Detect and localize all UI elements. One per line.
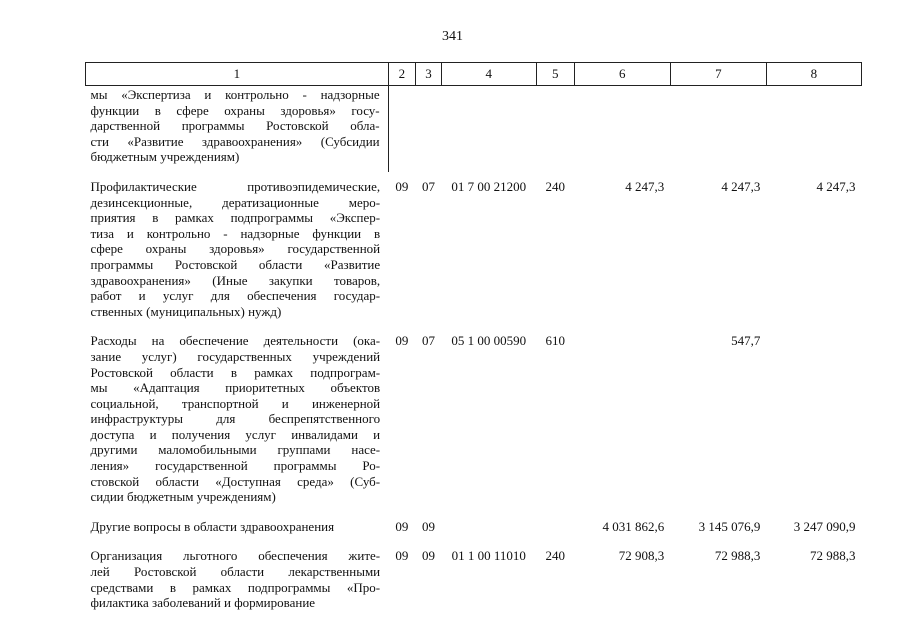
description-line: программы Ростовской области «Развитие — [90, 256, 381, 272]
description-line: функции в сфере охраны здоровья» госу- — [90, 102, 380, 118]
description-line: мы «Адаптация приоритетных объектов — [90, 380, 381, 396]
table-row — [86, 172, 862, 326]
description-line: средствами в рамках подпрограммы «Про- — [90, 579, 381, 595]
expense-type-code: 240 — [545, 178, 565, 194]
description-line: дезинсекционные, дератизационные меро- — [90, 194, 381, 210]
section-code: 09 — [395, 178, 409, 194]
budget-table — [85, 62, 862, 618]
description-line: ственных (муниципальных) нужд) — [90, 303, 282, 319]
subsection-code: 09 — [421, 518, 435, 534]
row-description — [86, 172, 389, 326]
column-header: 8 — [766, 63, 861, 86]
description-line: ления» государственной программы Ро- — [90, 458, 381, 474]
target-article-code: 01 1 00 11010 — [451, 548, 526, 564]
section-code: 09 — [395, 518, 409, 534]
expense-type-code: 240 — [545, 548, 565, 564]
amount-col-7: 4 247,3 — [721, 178, 761, 194]
description-line: лей Ростовской области лекарственными — [90, 564, 381, 580]
expense-type-code — [536, 86, 574, 172]
expense-type-code: 610 — [545, 333, 565, 349]
description-line: другими маломобильными группами насе- — [90, 442, 381, 458]
amount-col-6: 72 908,3 — [618, 548, 665, 564]
table-row — [86, 512, 862, 542]
description-line: стовской области «Доступная среда» (Суб- — [90, 473, 381, 489]
amount-col-8 — [766, 326, 861, 512]
row-description — [86, 86, 389, 172]
description-line: тиза и контрольно - надзорные функции в — [90, 225, 381, 241]
row-description — [86, 512, 389, 542]
description-line: Профилактические противоэпидемические, — [90, 178, 381, 194]
column-header: 3 — [416, 63, 442, 86]
subsection-code: 07 — [421, 178, 435, 194]
description-line: зание услуг) государственных учреждений — [90, 348, 381, 364]
description-line: мы «Экспертиза и контрольно - надзорные — [90, 87, 380, 102]
column-header: 6 — [574, 63, 670, 86]
target-article-code — [441, 512, 536, 542]
description-line: работ и услуг для обеспечения государ- — [90, 288, 381, 304]
expense-type-code — [536, 512, 574, 542]
section-code: 09 — [395, 333, 409, 349]
column-header: 1 — [86, 63, 389, 86]
table-row — [86, 86, 862, 172]
description-line: Расходы на обеспечение деятельности (ока- — [90, 333, 381, 349]
row-description — [86, 541, 389, 617]
amount-col-7: 3 145 076,9 — [698, 518, 761, 534]
amount-col-6: 4 031 862,6 — [602, 518, 665, 534]
column-header: 5 — [536, 63, 574, 86]
header-row — [86, 63, 862, 86]
amount-col-8 — [766, 86, 861, 172]
column-header: 4 — [441, 63, 536, 86]
description-line: филактика заболеваний и формирование — [90, 595, 316, 611]
section-code: 09 — [395, 548, 409, 564]
description-line: социальной, транспортной и инженерной — [90, 395, 381, 411]
row-description — [86, 326, 389, 512]
amount-col-8: 4 247,3 — [816, 178, 856, 194]
amount-col-6: 4 247,3 — [625, 178, 665, 194]
description-line: Организация льготного обеспечения жите- — [90, 548, 381, 564]
amount-col-8: 3 247 090,9 — [793, 518, 856, 534]
amount-col-7: 72 988,3 — [714, 548, 761, 564]
subsection-code: 07 — [421, 333, 435, 349]
target-article-code: 05 1 00 00590 — [451, 333, 527, 349]
description-line: доступа и получения услуг инвалидами и — [90, 426, 381, 442]
subsection-code: 09 — [421, 548, 435, 564]
subsection-code — [416, 86, 442, 172]
description-line: бюджетным учреждениям) — [90, 149, 240, 165]
column-header: 2 — [388, 63, 416, 86]
description-line: дарственной программы Ростовской обла- — [90, 118, 380, 134]
amount-col-7: 547,7 — [731, 333, 761, 349]
table-body — [86, 86, 862, 618]
amount-col-8: 72 988,3 — [810, 548, 856, 564]
description-line: сти «Развитие здравоохранения» (Субсидии — [90, 133, 380, 149]
amount-col-6 — [574, 86, 670, 172]
table-row — [86, 541, 862, 617]
description-line: сфере охраны здоровья» государственной — [90, 241, 381, 257]
description-line: Другие вопросы в области здравоохранения — [90, 518, 335, 534]
description-line: здравоохранения» (Иные закупки товаров, — [90, 272, 381, 288]
amount-col-6 — [574, 326, 670, 512]
section-code — [388, 86, 416, 172]
description-line: инфраструктуры для беспрепятственного — [90, 411, 381, 427]
description-line: приятия в рамках подпрограммы «Экспер- — [90, 210, 381, 226]
amount-col-7 — [670, 86, 766, 172]
column-header: 7 — [670, 63, 766, 86]
target-article-code: 01 7 00 21200 — [451, 178, 527, 194]
page-number: 341 — [442, 29, 463, 44]
description-line: сидии бюджетным учреждениям) — [90, 489, 276, 505]
description-line: Ростовской области в рамках подпрограм- — [90, 364, 381, 380]
table-row — [86, 326, 862, 512]
target-article-code — [441, 86, 536, 172]
